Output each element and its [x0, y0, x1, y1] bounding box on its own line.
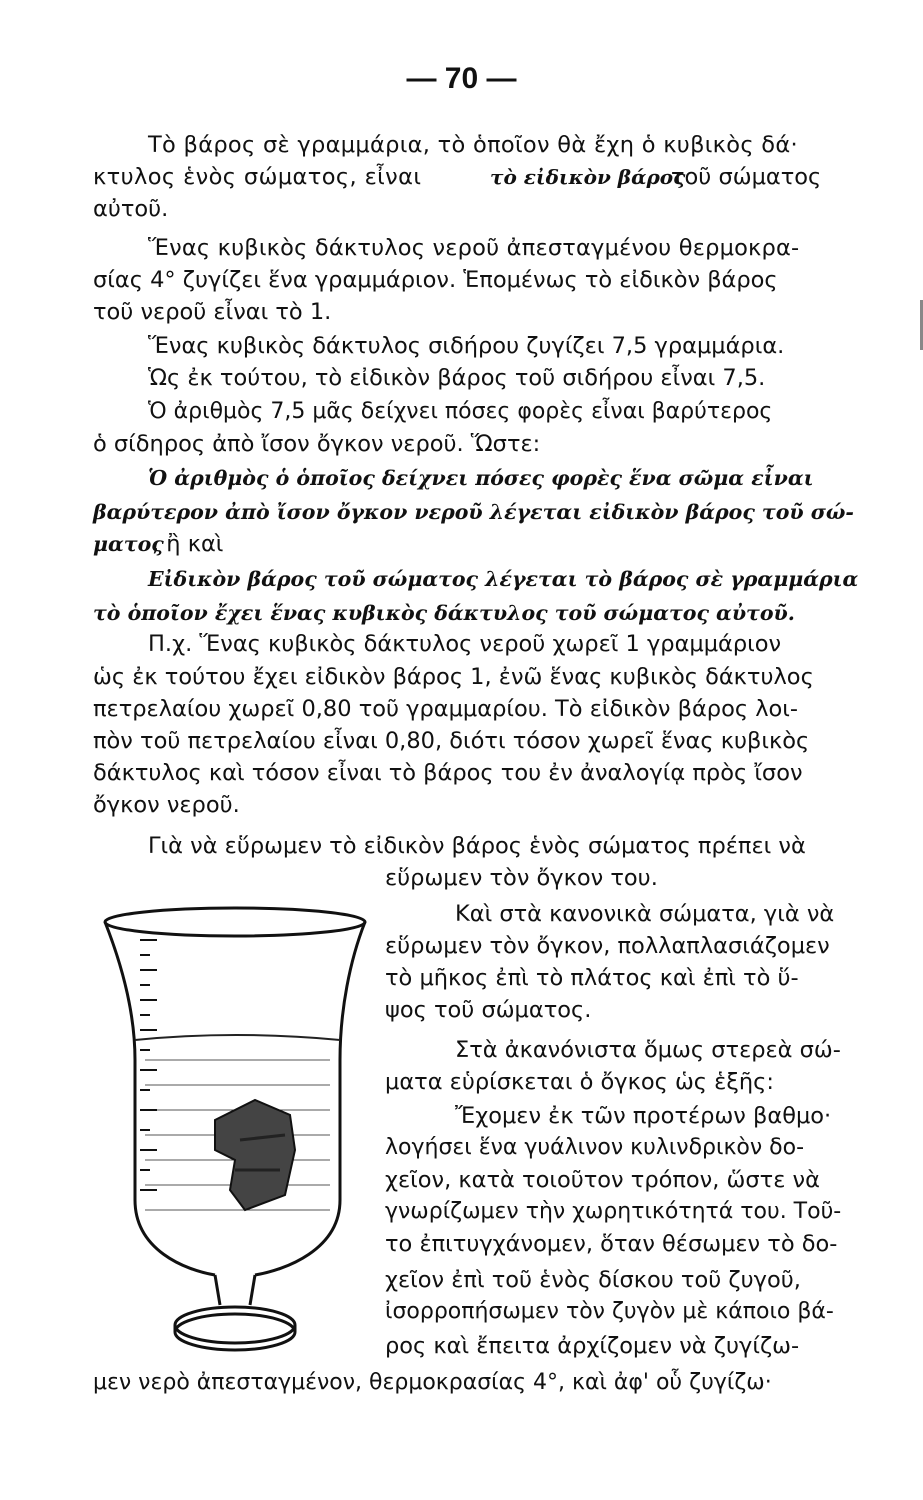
emphasis-text: τὸ εἰδικὸν βάρος — [490, 165, 686, 189]
text-line: Ὡς ἐκ τούτου, τὸ εἰδικὸν βάρος τοῦ σιδήρου εἶναι 7,5. — [148, 365, 766, 391]
definition-line: βαρύτερον ἀπὸ ἴσον ὄγκον νεροῦ λέγεται εἰδικὸν βάρος τοῦ σώ- — [93, 500, 854, 524]
text-line: αὐτοῦ. — [93, 196, 169, 222]
text-line: ἰσορροπήσωμεν τὸν ζυγὸν μὲ κάποιο βά- — [385, 1299, 834, 1324]
text-line: εὕρωμεν τὸν ὄγκον του. — [385, 865, 658, 891]
text-line: , ἢ καὶ — [152, 531, 224, 557]
definition-line: τὸ ὁποῖον ἔχει ἕνας κυβικὸς δάκτυλος τοῦ σώματος αὐτοῦ. — [93, 601, 795, 625]
text-line: χεῖον, κατὰ τοιοῦτον τρόπον, ὥστε νὰ — [385, 1167, 820, 1193]
text-line: ρος καὶ ἔπειτα ἀρχίζομεν νὰ ζυγίζω- — [385, 1333, 800, 1359]
definition-line: Εἰδικὸν βάρος τοῦ σώματος λέγεται τὸ βάρος σὲ γραμμάρια — [148, 567, 859, 591]
text-line: Τὸ βάρος σὲ γραμμάρια, τὸ ὁποῖον θὰ ἔχη ὁ κυβικὸς δά· — [148, 132, 798, 158]
text-line: Καὶ στὰ κανονικὰ σώματα, γιὰ νὰ — [455, 901, 835, 927]
text-line: ματα εὑρίσκεται ὁ ὄγκος ὡς ἑξῆς: — [385, 1069, 774, 1095]
text-line: ψος τοῦ σώματος. — [385, 997, 592, 1023]
water-surface — [135, 1035, 340, 1040]
text-line: σίας 4° ζυγίζει ἕνα γραμμάριον. Ἑπομένως τὸ εἰδικὸν βάρος — [93, 267, 778, 293]
text-line: Ἕνας κυβικὸς δάκτυλος νεροῦ ἀπεσταγμένου θερμοκρα- — [148, 235, 800, 261]
definition-line: ματος — [93, 532, 164, 556]
text-line: Γιὰ νὰ εὕρωμεν τὸ εἰδικὸν βάρος ἑνὸς σώματος πρέπει νὰ — [148, 833, 806, 859]
text-line: χεῖον ἐπὶ τοῦ ἑνὸς δίσκου τοῦ ζυγοῦ, — [385, 1267, 801, 1293]
definition-line: Ὁ ἀριθμὸς ὁ ὁποῖος δείχνει πόσες φορὲς ἕνα σῶμα εἶναι — [148, 466, 814, 490]
text-line: γνωρίζωμεν τὴν χωρητικότητά του. Τοῦ- — [385, 1199, 842, 1224]
text-line: μεν νερὸ ἀπεσταγμένον, θερμοκρασίας 4°, καὶ ἀφ' οὗ ζυγίζω· — [93, 1370, 772, 1395]
stone-icon — [215, 1100, 295, 1210]
text-line: πὸν τοῦ πετρελαίου εἶναι 0,80, διότι τόσον χωρεῖ ἕνας κυβικὸς — [93, 728, 810, 754]
text-line: Στὰ ἀκανόνιστα ὅμως στερεὰ σώ- — [455, 1037, 841, 1063]
text-line: Ὁ ἀριθμὸς 7,5 μᾶς δείχνει πόσες φορὲς εἶναι βαρύτερος — [148, 399, 773, 424]
text-line: ὡς ἐκ τούτου ἔχει εἰδικὸν βάρος 1, ἐνῶ ἕνας κυβικὸς δάκτυλος — [93, 664, 814, 690]
text-line: ὁ σίδηρος ἀπὸ ἴσον ὄγκον νεροῦ. Ὥστε: — [93, 431, 541, 457]
text-line: εὕρωμεν τὸν ὄγκον, πολλαπλασιάζομεν — [385, 933, 830, 959]
text-line: Ἕνας κυβικὸς δάκτυλος σιδήρου ζυγίζει 7,5 γραμμάρια. — [148, 333, 785, 359]
text-line: τὸ μῆκος ἐπὶ τὸ πλάτος καὶ ἐπὶ τὸ ὕ- — [385, 965, 799, 991]
text-line: Π.χ. Ἕνας κυβικὸς δάκτυλος νεροῦ χωρεῖ 1 γραμμάριον — [148, 631, 782, 657]
text-line: πετρελαίου χωρεῖ 0,80 τοῦ γραμμαρίου. Τὸ εἰδικὸν βάρος λοι- — [93, 696, 799, 722]
text-line: τοῦ νεροῦ εἶναι τὸ 1. — [93, 299, 332, 325]
text-line: τοῦ σώματος — [671, 164, 822, 190]
graduated-beaker-illustration — [95, 900, 375, 1365]
text-line: δάκτυλος καὶ τόσον εἶναι τὸ βάρος του ἐν ἀναλογίᾳ πρὸς ἴσον — [93, 760, 803, 786]
text-line: λογήσει ἕνα γυάλινον κυλινδρικὸν δο- — [385, 1135, 805, 1160]
text-line: κτυλος ἑνὸς σώματος, εἶναι — [93, 164, 422, 190]
text-line: το ἐπιτυγχάνομεν, ὅταν θέσωμεν τὸ δο- — [385, 1231, 838, 1257]
text-line: ὄγκον νεροῦ. — [93, 792, 240, 818]
graduation-marks — [140, 940, 157, 1190]
text-line: Ἔχομεν ἐκ τῶν προτέρων βαθμο· — [455, 1103, 832, 1129]
page-number: — 70 — — [406, 62, 517, 95]
